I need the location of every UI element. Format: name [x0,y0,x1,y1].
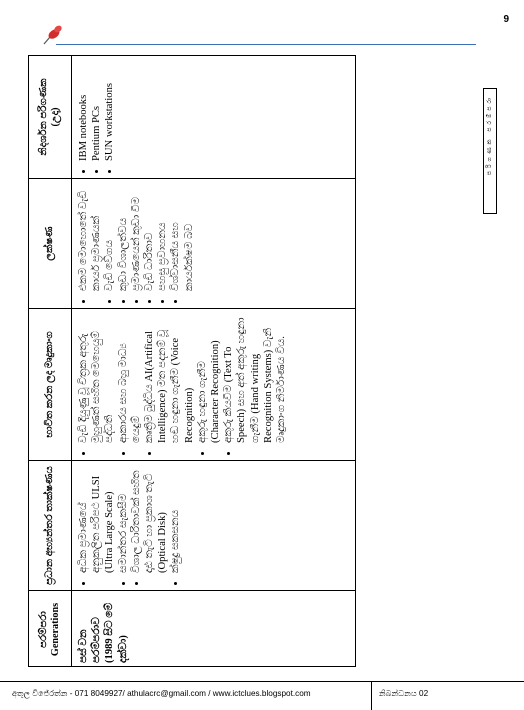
list-item: • කුඩා විශාලත්වය [117,184,130,291]
generation-table [28,55,356,667]
list-item: • සමාන්තර සැකසීම [117,466,130,573]
list-item: • වැඩි වේගය [103,184,116,291]
list-item: • ප්‍රමාණයෙන් කුඩා වීම [130,184,143,291]
column-heading [29,591,72,667]
list-item: • Pentium PCs [90,61,103,161]
heading-line: භාවිත කරන ලද මෘදුකාංග [44,331,55,438]
list-item: • කෘත්‍රිම බුද්ධිය AI(Artifical Intelligence) මත පදනම් වූ හඬ හඳුනා ගැනීම (Voice Recognition) [143,314,196,443]
list-item: • අකුරු කියවීම (Text To Speech) සහ අත් අකුරු හඳුනා ගැනීම (Hand writing Recognition Systems) වැනි මෘදුකාංග නිර්මාණය විය. [222,314,288,443]
column-body [72,179,356,308]
list-item: • අධික ප්‍රමාණයේ අනුකලිත පරිපථ ULSI (Ultra Large Scale) [77,466,117,573]
footer-author-contact: අතුල විජේරත්න - 071 8049927/ athulacrc@gmail.com / www.ictclues.blogspot.com [12,689,311,698]
column-generations [29,590,356,667]
column-heading [29,179,72,308]
push-pin-icon [40,24,66,46]
column-body [72,56,356,178]
heading-line: නිදර්ශන පරිගණක [38,78,49,156]
list-item: • SUN workstations [103,61,116,161]
generation-table-rotated [29,56,356,667]
list-item: • IBM notebooks [77,61,90,161]
column-body [72,591,356,667]
list-item: • විශාල ධාරිතාවක් සහිත දෘඪ තැටි හා ප්‍රකාශ තැටි (Optical Disk) [130,466,170,573]
heading-line: ප්‍රධාන අභ්‍යන්තර තාක්ෂණය [44,466,55,585]
footer-rule [0,681,524,682]
side-note-box [483,88,497,214]
generation-name: පස් වන පරම්පරාව (1989 සිට මේ දක්වා) [78,602,129,663]
column-body [72,461,356,590]
list-item: • වැඩි දියුණු වූ චිත්‍රක අතුරු මුහුණත් සහිත මෙහෙයුම් පද්ධති [77,314,117,443]
list-item: • වැඩි ධාරිතාව [143,184,156,291]
list-item: • අකුරු හඳුනා ගැනීම (Character Recognition) [196,314,222,443]
column-heading [29,309,72,460]
heading-line: ලක්ෂණ [44,226,55,261]
column-examples [29,56,356,178]
side-note-text: පරිගණක පරම්පරා [486,95,493,176]
heading-line: පරම්පරා [38,611,49,648]
heading-line: Generations [50,602,61,657]
column-technology [29,460,356,590]
footer-tutorial-number: නිබන්ධනය 02 [379,689,429,698]
list-item: • විශ්වාසනීය සහ කාර්යක්ෂම බව [169,184,195,291]
column-features [29,178,356,308]
column-body [72,309,356,460]
header-rule [56,44,476,45]
list-item: • පහසු ප්‍රවාහනය [156,184,169,291]
heading-line: (උදා) [50,107,61,127]
column-software [29,308,356,460]
list-item: • ක්ෂුද්‍ර සකසනය [169,466,182,573]
column-heading [29,56,72,178]
footer-divider [371,681,372,710]
column-heading [29,461,72,590]
list-item: • එකම මොහොතේ වැඩි කාර්ය ප්‍රමාණයක් [77,184,103,291]
page-number: 9 [503,14,509,25]
list-item: • ආකාරය සහ බහු මාධ්‍ය යෙදුම් [117,314,143,443]
